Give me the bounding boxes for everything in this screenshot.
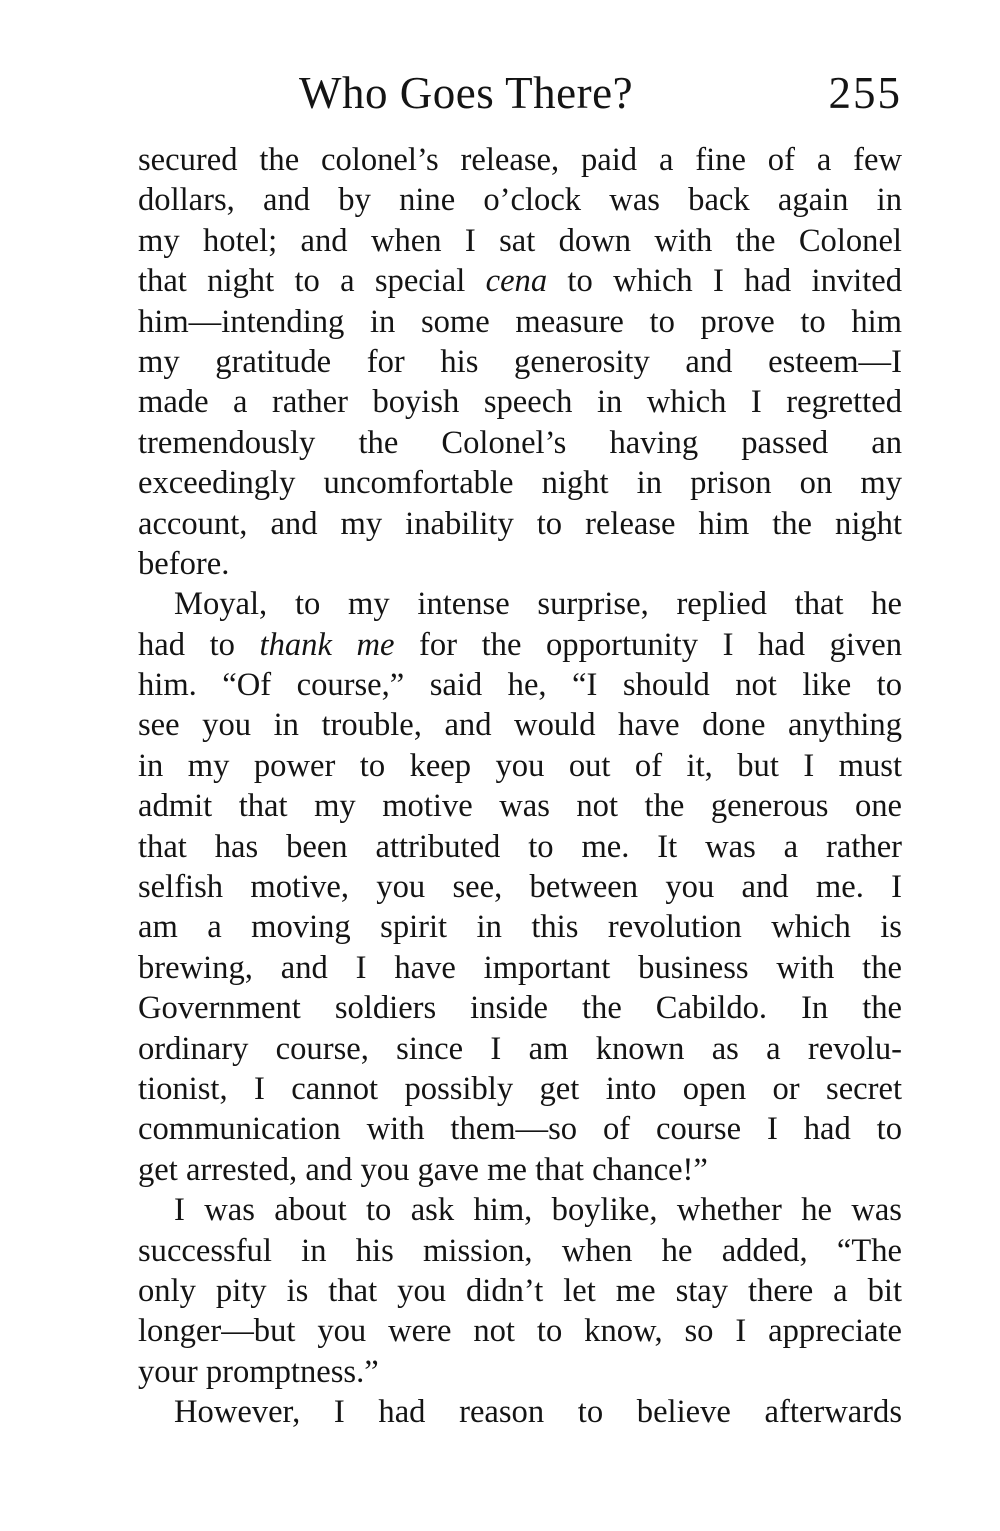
text-line: tremendously the Colonel’s having passed an: [138, 424, 902, 461]
italic-phrase: thank me: [259, 626, 395, 663]
text-line: made a rather boyish speech in which I regretted: [138, 384, 902, 421]
text-line: Moyal, to my intense surprise, replied that he: [174, 586, 902, 623]
text-line: see you in trouble, and would have done anything: [138, 707, 902, 744]
text-line: selfish motive, you see, between you and me. I: [138, 869, 902, 906]
text-line: your promptness.”: [138, 1353, 379, 1390]
running-head-title: Who Goes There?: [299, 68, 634, 118]
book-page: [138, 62, 902, 1433]
text-line: communication with them—so of course I had to: [138, 1111, 902, 1148]
text-line: longer—but you were not to know, so I appreciate: [138, 1313, 902, 1350]
text-line: get arrested, and you gave me that chance!”: [138, 1151, 708, 1188]
text-line: only pity is that you didn’t let me stay there a bit: [138, 1272, 902, 1309]
text-line: [138, 625, 902, 665]
text-line: him—intending in some measure to prove to him: [138, 303, 902, 340]
text-segment: for the opportunity I had given: [394, 626, 902, 663]
text-segment: that night to a special: [138, 263, 486, 300]
text-line: secured the colonel’s release, paid a fine of a few: [138, 142, 902, 178]
text-line: exceedingly uncomfortable night in prison on my: [138, 465, 902, 502]
text-line: However, I had reason to believe afterwards: [174, 1394, 902, 1431]
text-segment: to which I had invited: [547, 263, 902, 300]
text-line: brewing, and I have important business with the: [138, 949, 902, 986]
text-line: account, and my inability to release him the night: [138, 505, 902, 542]
text-line: admit that my motive was not the generous one: [138, 788, 902, 825]
text-line: successful in his mission, when he added, “The: [138, 1232, 902, 1269]
text-line: him. “Of course,” said he, “I should not like to: [138, 667, 902, 704]
text-line: that has been attributed to me. It was a rather: [138, 828, 902, 865]
text-line: tionist, I cannot possibly get into open or secret: [138, 1070, 902, 1107]
text-line: Government soldiers inside the Cabildo. In the: [138, 990, 902, 1027]
text-line: my gratitude for his generosity and esteem—I: [138, 343, 902, 380]
text-line: dollars, and by nine o’clock was back again in: [138, 182, 902, 219]
body-text: [138, 140, 902, 1433]
text-line: in my power to keep you out of it, but I must: [138, 747, 902, 784]
text-line: before.: [138, 545, 230, 582]
page-number: 255: [828, 68, 902, 118]
text-line: my hotel; and when I sat down with the Colonel: [138, 222, 902, 259]
text-segment: had to: [138, 626, 260, 663]
italic-word: cena: [485, 263, 548, 300]
text-line: [138, 261, 902, 301]
text-line: I was about to ask him, boylike, whether he was: [174, 1192, 902, 1229]
running-head: [138, 62, 902, 124]
text-line: am a moving spirit in this revolution which is: [138, 909, 902, 946]
text-line: ordinary course, since I am known as a revolu-: [138, 1030, 902, 1067]
